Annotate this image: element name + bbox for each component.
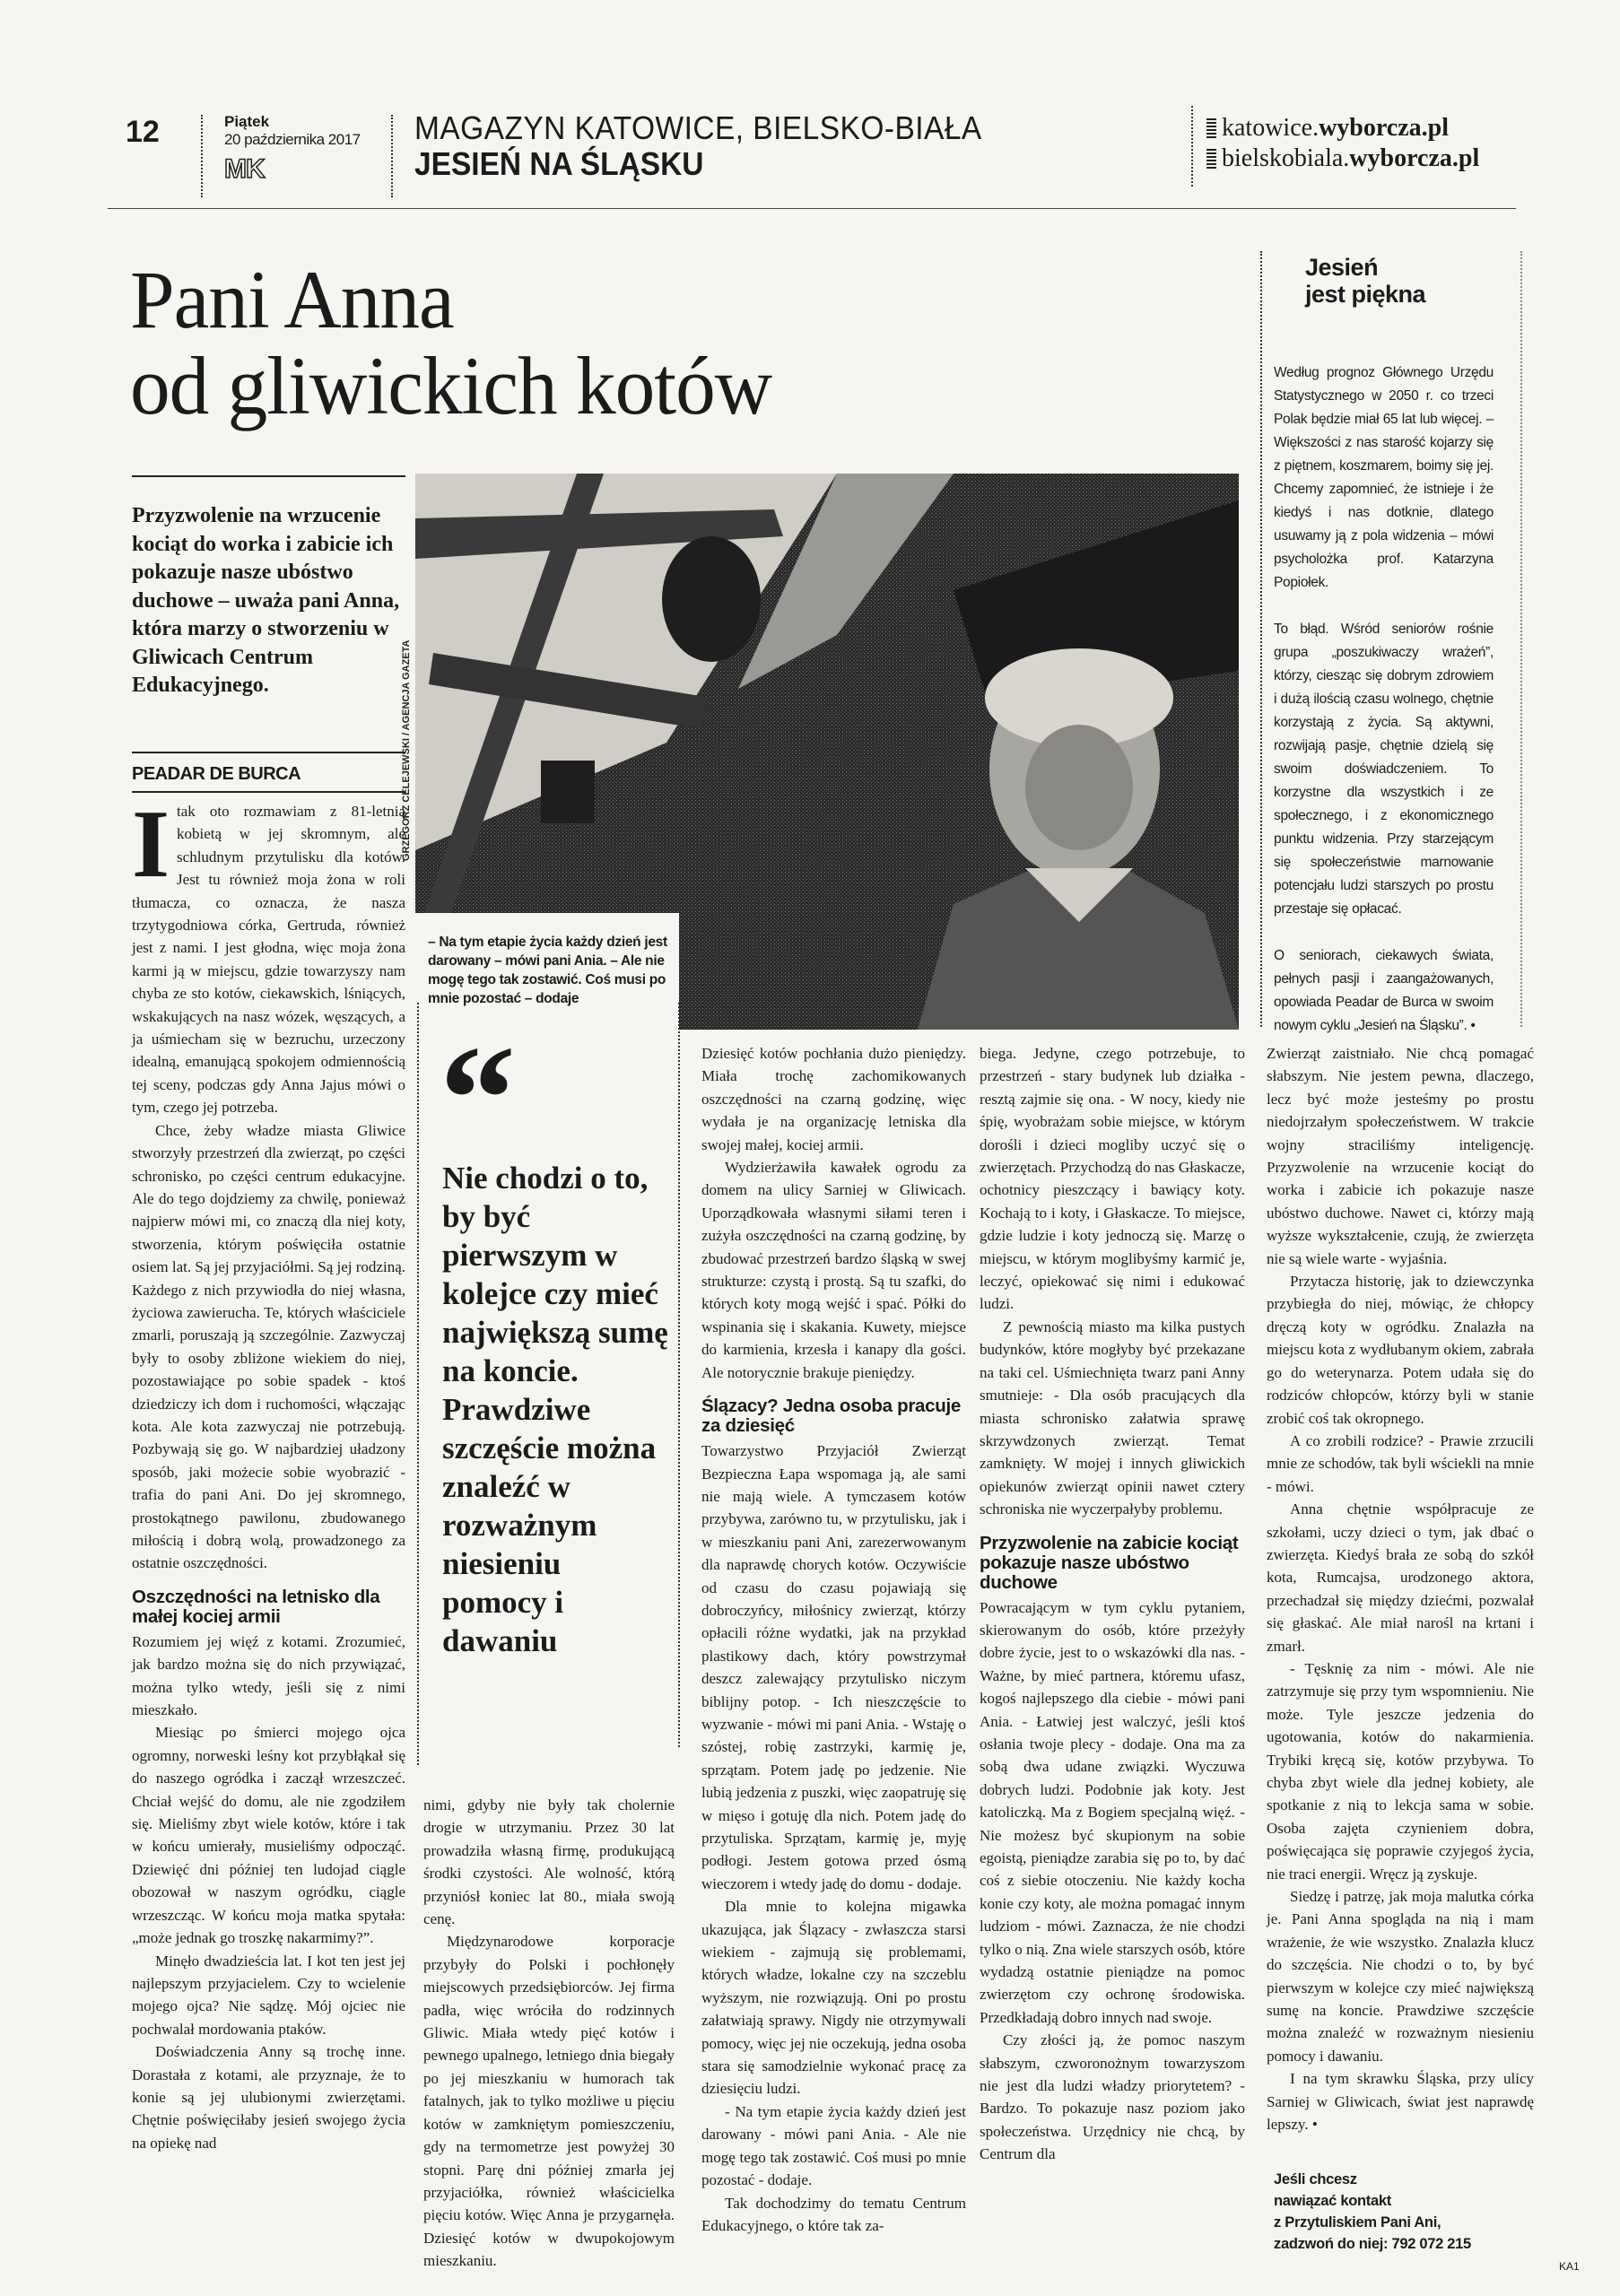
website-link[interactable]: katowice.wyborcza.pl [1206,113,1479,144]
section-title: JESIEŃ NA ŚLĄSKU [414,145,704,182]
contact-info: Jeśli chcesz nawiązać kontakt z Przytuliskiem Pani Ani, zadzwoń do niej: 792 072 215 [1274,2169,1471,2255]
issue-date-text: 20 października 2017 [224,131,361,148]
bullet-icon [1206,118,1216,138]
article-column-3 [701,1042,966,2237]
magazine-name: MAGAZYN KATOWICE, BIELSKO-BIAŁA [414,109,982,146]
header-divider [201,115,203,197]
paragraph: Doświadczenia Anny są trochę inne. Dorastała z kotami, ale przyznaje, że to konie są jej ulubionymi zwierzętami. Chętnie poświęciłaby jesień swojego życia na opiekę nad [132,2043,405,2152]
paragraph: Chce, żeby władze miasta Gliwice stworzyły przestrzeń dla zwierząt, po części schronisko, po części centrum edukacyjne. Ale do tego dojdziemy za chwilę, ponieważ najpierw mówi mi, co znaczą dla niej koty, stworzenia, którym poświęciła ostatnie osiem lat. Są jej przyjaciółmi. Są jej rodziną. Każdego z nich przywiodła do niej własna, życiowa zawierucha. Te, których właściciele zmarli, poruszają ją szczególnie. Zazwyczaj były to osoby zbliżone wiekiem do niej, pozostawiające po sobie spadek - ktoś dziedziczy ich dom i ruchomości, włączając kota. Ale kota zazwyczaj nie potrzebują. Pozbywają się go. W najbardziej uładzony sposób, jaki możecie sobie wyobrazić - trafia do pani Ani. Do jej skromnego, prostokątnego pawilonu, zbudowanego miłością i dobrą wolą, prowadzonego za ostatnie oszczędności. [132,1121,405,1572]
sidebar-border-left [1260,251,1262,1027]
section-subheading: Ślązacy? Jedna osoba pracuje za dziesięć [701,1396,961,1437]
header-divider [391,115,393,197]
paragraph: biega. Jedyne, czego potrzebuje, to przestrzeń - stary budynek lub działka - resztą zajmie się ona. - W nocy, kiedy nie śpię, wyobrażam sobie miejsce, w którym dorośli i dzieci mogliby uczyć się o zwierzętach. Przychodzą do nas Głaskacze, ochotnicy pieszczący i bawiący koty. Kochają to i koty, i Głaskacze. To miejsce, gdzie ludzie i koty jednoczą się. Marzę o miejscu, w którym moglibyśmy karmić je, leczyć, opiekować się nimi i edukować ludzi. [980,1045,1245,1313]
contact-phone: zadzwoń do niej: 792 072 215 [1274,2236,1471,2252]
issue-day: Piątek [224,113,270,130]
header-divider [1191,106,1193,187]
paragraph: A co zrobili rodzice? - Prawie zrzucili mnie ze schodów, tak byli wściekli na mnie - mówi. [1267,1431,1534,1495]
paragraph: Zwierząt zaistniało. Nie chcą pomagać słabszym. Nie jestem pewna, dlaczego, lecz być może jesteśmy po prostu niedojrzałym społeczeństwem. W trakcie wojny straciliśmy inteligencję. Przyzwolenie na wrzucenie kociąt do worka i zabicie ich pokazuje nasze ubóstwo duchowe. Nawet ci, którzy mają wyższe wykształcenie, czują, że zwierzęta nie są wiele warte - wyjaśnia. [1267,1045,1534,1267]
bullet-icon [1206,149,1216,169]
paragraph: Powracającym w tym cyklu pytaniem, skierowanym do osób, które przeżyły dobre życie, jest to o wskazówki dla nas. - Ważne, by mieć partnera, któremu ufasz, kogoś najlepszego dla ciebie - mówi pani Ania. - Łatwiej jest walczyć, jeśli ktoś osłania twoje plecy - dodaje. Ona ma za sobą dwa udane związki. Wyczuwa dobrych ludzi. Podobnie jak koty. Jest katoliczką. Ma z Bogiem specjalną więź. - Nie możesz być skupionym na sobie egoistą, pieniądze zarabia się po to, by dać coś z siebie otoczeniu. Nie każdy kocha konie czy koty, ale można pomagać innym ludziom - mówi. Zaznacza, że nie chodzi tylko o nią. Zna wiele starszych osób, które wydadzą ostatnie pieniądze na pomoc zwierzętom czy ochronę środowiska. Przedkładają dobro innych nad swoje. [980,1598,1246,2026]
header-rule [108,208,1516,209]
sidebar-paragraph: Według prognoz Głównego Urzędu Statystycznego w 2050 r. co trzeci Polak będzie miał 65 lat lub więcej. – Większości z nas starość kojarzy się z piętnem, koszmarem, boimy się jej. Chcemy zapomnieć, że istnieje i że kiedyś i nas dotknie, dlatego usuwamy ją z pola widzenia – mówi psycholożka prof. Katarzyna Popiołek. [1274,365,1494,590]
paragraph: Wydzierżawiła kawałek ogrodu za domem na ulicy Sarniej w Gliwicach. Uporządkowała własnymi siłami teren i zużyła oszczędności na czarną godzinę, by zbudować przestrzeń bardzo śląską w swej strukturze: czystą i prostą. Są tu szafki, do których koty mogą wejść i spać. Półki do wspinania się i skakania. Kuwety, miejsce do karmienia, krzesła i kanapy dla gości. Ale notorycznie brakuje pieniędzy. [701,1159,966,1381]
paragraph: Siedzę i patrzę, jak moja malutka córka je. Pani Anna spogląda na nią i mam wrażenie, że wie wszystko. Znalazła klucz do szczęścia. Nie chodzi o to, by być pierwszym w kolejce czy mieć największą sumę na koncie. Prawdziwe szczęście można znaleźć w rozważnym niesieniu pomocy i dawaniu. [1267,1888,1534,2065]
issue-date [224,113,361,149]
paragraph: Miesiąc po śmierci mojego ojca ogromny, norweski leśny kot przybłąkał się do naszego ogródka i zaczął wrzeszczeć. Chciał wejść do domu, ale nie zgodziłem się. Mieliśmy zbyt wiele kotów, które i tak w końcu umierały, musieliśmy odpocząć. Dziewięć dni później ten ludojad ciągle obozował w naszym ogródku, ciągle wrzeszcząc. W końcu moja matka spytała: „może jednak go troszkę nakarmimy?”. [132,1724,405,1947]
article-column-2 [423,1794,675,2273]
quote-border-right [678,1003,680,1747]
pull-quote: Nie chodzi o to, by być pierwszym w kolejce czy mieć największą sumę na koncie. Prawdziwe szczęście można znaleźć w rozważnym niesieniu pomocy i dawaniu [442,1161,668,1658]
paragraph: nimi, gdyby nie były tak cholernie drogie w utrzymaniu. Przez 30 lat prowadziła własną firmę, produkującą środki czystości. Ale wolność, którą przyniósł koniec lat 80., miała swoją cenę. [423,1796,675,1928]
sidebar-box [1274,254,1494,1061]
author-byline: PEADAR DE BURCA [132,764,301,784]
page-number: 12 [126,115,160,149]
article-title: Pani Anna od gliwickich kotów [130,254,772,431]
quote-mark-icon: “ [440,1014,505,1183]
paragraph: - Tęsknię za nim - mówi. Ale nie zatrzymuje się przy tym wspomnieniu. Nie może. Tyle jeszcze jedzenia do ugotowania, kotów do nakarmienia. Trybiki kręcą się, kotów przybywa. To chyba zbyt wiele dla jednej kobiety, ale spotkanie z nią to lekcja sama w sobie. Osoba zajęta czynieniem dobra, poświęcająca się poprawie czyjegoś życia, nie traci energii. Wręcz ją zyskuje. [1267,1659,1534,1883]
paragraph: Czy złości ją, że pomoc naszym słabszym, czworonożnym towarzyszom nie jest dla ludzi władzy priorytetem? - Bardzo. To pokazuje nasz poziom jako społeczeństwa. Urzędnicy nie chcą, by Centrum dla [980,2031,1245,2163]
paragraph: Towarzystwo Przyjaciół Zwierząt Bezpieczna Łapa wspomaga ją, ale sami nie mają wiele. A tymczasem kotów przybywa, zarówno tu, w przytulisku, jak i w mieszkaniu pani Ani, zarezerwowanym dla naprawdę chorych kotów. Oczywiście od czasu do czasu pojawiają się dobroczyńcy, miłośnicy zwierząt, którzy opłacili różne wydatki, jak na przykład plastikowy dach, który powstrzymał deszcz zalewający przytulisko niczym biblijny potop. - Ich nieszczęście to wyzwanie - mówi mi pani Ania. - Wstaję o szóstej, robię zastrzyki, karmię je, sprzątam. Potem jadę po jedzenie. Nie lubią jedzenia z puszki, więc zaopatruję się w mięso i gotuję dla nich. Potem jadę do przytuliska. Sprzątam, karmię je, myję podłogi. Jestem gotowa przed ósmą wieczorem i wtedy jadę do domu - dodaje. [701,1442,966,1892]
paragraph: Z pewnością miasto ma kilka pustych budynków, które mogłyby być przekazane na taki cel. Uśmiechnięta twarz pani Anny smutnieje: - Dla osób pracujących dla miasta schronisko załatwia sprawę skrzywdzonych zwierząt. Temat zamknięty. W mojej i innych gliwickich opiekunów zwierząt opinii nawet cztery schroniska nie wyczerpałyby problemu. [980,1318,1245,1518]
paragraph: Itak oto rozmawiam z 81-letnią kobietą w jej skromnym, ale schludnym przytulisku dla kotów. Jest tu również moja żona w roli tłumacza, co oznacza, że nasza trzytygodniowa córka, Gertruda, również jest z nami. I jest głodna, więc moja żona karmi ją w miejscu, gdzie towarzyszy nam chyba ze sto kotów, ciekawskich, lśniących, wskakujących na nasz wózek, węszących, a ja uśmiecham się w bezruchu, urzeczony idealną, emanującą spokojem odmiennością tej sceny, podczas gdy Anna Jajus mówi o tym, czego jej potrzeba. [132,791,405,1117]
website-links [1206,113,1479,174]
paragraph: Dziesięć kotów pochłania dużo pieniędzy. Miała trochę zachomikowanych oszczędności na czarną godzinę, więc wydała je na organizację letniska dla swojej małej, kociej armii. [701,1045,966,1153]
paragraph: Tak dochodzimy do tematu Centrum Edukacyjnego, o które tak za- [701,2194,966,2234]
drop-cap: I [132,791,170,898]
lead-rule-bottom [132,752,405,753]
article-lead: Przyzwolenie na wrzucenie kociąt do worka i zabicie ich pokazuje nasze ubóstwo duchowe – uważa pani Anna, która marzy o stworzeniu w Gliwicach Centrum Edukacyjnego. [132,504,400,697]
quote-border-left [417,1003,419,1765]
sidebar-border-right [1520,251,1522,1027]
paragraph: Minęło dwadzieścia lat. I kot ten jest jej najlepszym przyjacielem. Czy to wcielenie mojego ojca? Nie sądzę. Mój ojciec nie pochwalał mordowania ptaków. [132,1952,405,2038]
paragraph: I na tym skrawku Śląska, przy ulicy Sarniej w Gliwicach, świat jest naprawdę lepszy. • [1267,2070,1534,2134]
page-code: KA1 [1559,2260,1580,2273]
sidebar-paragraph: To błąd. Wśród seniorów rośnie grupa „poszukiwaczy wrażeń”, którzy, ciesząc się dobrym zdrowiem i dużą ilością czasu wolnego, chętnie korzystają z życia. Są aktywni, rozwijają pasje, chętnie dzielą się swoim doświadczeniem. To korzystne dla wszystkich i ze społecznego, i z ekonomicznego punktu widzenia. Przy starzejącym się społeczeństwie marnowanie potencjału ludzi starszych po prostu przestaje się opłacać. [1274,622,1494,917]
section-subheading: Oszczędności na letnisko dla małej kociej armii [132,1586,380,1627]
sidebar-title: Jesień jest piękna [1305,254,1426,308]
section-subheading: Przyzwolenie na zabicie kociąt pokazuje nasze ubóstwo duchowe [980,1532,1239,1593]
paragraph: Dla mnie to kolejna migawka ukazująca, jak Ślązacy - zwłaszcza starsi wiekiem - zajmują się problemami, których władze, lokalne czy na szczeblu wyższym, nie rozwiązują. Oni po prostu załatwiają sprawy. Nigdy nie otrzymywali pomocy, więc jej nie oczekują, jedna osoba stara się samodzielnie wykonać pracę za dziesięciu ludzi. [701,1898,966,2098]
website-link[interactable]: bielskobiala.wyborcza.pl [1206,144,1479,174]
paragraph: Rozumiem jej więź z kotami. Zrozumieć, jak bardzo można się do nich przywiązać, można tylko wtedy, jeśli się z nimi mieszkało. [132,1632,405,1719]
article-column-1 [132,791,405,2154]
photo-credit: GRZEGORZ CELEJEWSKI / AGENCJA GAZETA [401,639,412,861]
magazine-logo: MK [224,154,265,184]
paragraph: Przytacza historię, jak to dziewczynka przybiegła do niej, mówiąc, że chłopcy dręczą koty w ogródku. Znalazła na miejscu kota z wydłubanym okiem, zabrała go do weterynarza. Potem udała się do rodziców chłopców, którzy byli w stanie zrobić coś tak okropnego. [1267,1273,1534,1427]
lead-rule-top [132,475,405,477]
paragraph: - Na tym etapie życia każdy dzień jest darowany - mówi pani Ania. - Ale nie mogę tego tak zostawić. Coś musi po mnie pozostać - dodaje. [701,2102,966,2189]
paragraph: Międzynarodowe korporacje przybyły do Polski i pochłonęły miejscowych przedsiębiorców. Jej firma padła, więc wróciła do rodzinnych Gliwic. Miała wtedy pięć kotów i pewnego upalnego, letniego dnia biegały po jej mieszkaniu w humorach tak fatalnych, jak to tylko możliwe u pięciu kotów w zamkniętym pomieszczeniu, gdy na termometrze jest powyżej 30 stopni. Parę dni później zmarła jej przyjaciółka, również właścicielka pięciu kotów. Więc Anna je przygarnęła. Dziesięć kotów w dwupokojowym mieszkaniu. [423,1933,675,2270]
article-column-5 [1267,1042,1534,2136]
article-column-4 [980,1042,1245,2166]
byline-rule [132,791,405,793]
sidebar-paragraph: O seniorach, ciekawych świata, pełnych pasji i zaangażowanych, opowiada Peadar de Burca w swoim nowym cyklu „Jesień na Śląsku”. • [1274,948,1494,1033]
paragraph: Anna chętnie współpracuje ze szkołami, uczy dzieci o tym, jak dbać o zwierzęta. Kiedyś brała ze sobą do szkół kota, Rumcajsa, urodzonego aktora, przechadzał się między dziećmi, pozwalał się głaskać. Ale miał narośl na krtani i zmarł. [1267,1500,1534,1655]
photo-caption: – Na tym etapie życia każdy dzień jest darowany – mówi pani Ania. – Ale nie mogę tego tak zostawić. Coś musi po mnie pozostać – dodaje [428,935,667,1006]
